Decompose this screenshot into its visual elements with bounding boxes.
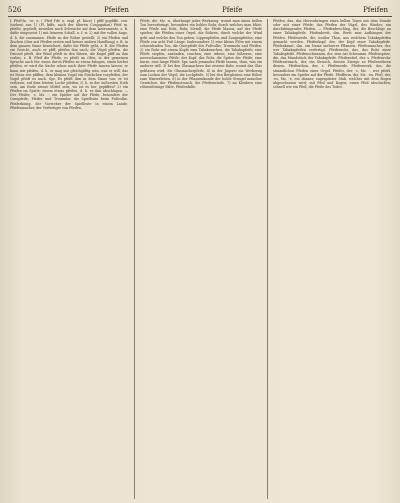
running-header [8, 4, 392, 16]
header-rule [8, 16, 392, 17]
text-column-1: l. Pfeif-fa, -ce, n. ( Pfeif f'de u. engl. pl. Kurz) ( pfiff gopfiffe, von: (sieben) aus 1) (Pl. kiffe, nach der älteren Conjugation) Pfeif m. pfeifte, gepfeift; zuweilen auch Schwäche auf dem Instrumente, z. B. dafür eingesetzt 1) mit leiseren Schall, u. f. w. 2) mit der vollen Auge, d. h. die zusammen. Pfeife zu der Röhre gestellt, 2) ein Pfeifen und Zischen (dies mit Pfeifen ersten und keiner andern Handlung) z. B. in dem ganzen Sinne bezeichnet, dafür die Pfeife geht, z. B. der Pfeifen ein Gesicht, auch: er pfiff, pfeifen ihm nach; die Vögel pfeifen, die Drossel pfeift, der Wind pfeift in den Ritzen, die Kugel pfiff an ihm vorbei, z. B. Pfeif die Pfeife, es pfeift im Ofen; in der gemeinen Sprache auch für: einen durch Pfeifen zu etwas bringen, einen herbei pfeifen, er wird die Sache schon nach ihrer Pfeife tanzen lassen; er kann mir pfeifen, d. h. er mag mir gleichgültig sein, was er will; das ist Maus wie pfiffen; dem kleinen Vogel ein Stückchen vorpfeifen, der Vogel pfeift es nach. Spr. Es pfeift ihm in dem Sinne von: er ist verloren; auf dem letzten Loche pfeifen, d. h. in der äußersten Noth sein, am Ende seiner Mittel sein; wo ist es her gepfiffen? 2) ein Pfeifen im Spiele; einem etwas pfeifen, d. h. es ihm abschlagen. — Der Pfeifer, -s, Mz. -, ein Spieler auf der Pfeife, besonders der Querpfeife; Pfeifer und Trommler, die Spielleute beim Fußvolke. Pfeiferkönig, der Vorsteher der Spielleute in einem Lande. Pfeifenmacher, der Verfertiger von Pfeifen. [10, 19, 128, 110]
text-column-3: Pfeifen, das, das Hervorbringen eines hellen Tones mit dem Munde oder mit einer Pfeife; das Pfeifen der Vögel, des Windes; ein durchdringendes Pfeifen. — Pfeifenbeschlag, der, die Beschläge an einer Tabakspfeife. Pfeifenbrett, das, Brett zum Aufhängen der Pfeifen. Pfeifenerde, die, weißer Thon, aus welchem Tabakspfeifen gemacht werden. Pfeifenkopf, der, der Kopf einer Tabakspfeife. Pfeifenkraut, das, ein Name mehrerer Pflanzen. Pfeifenmacher, der, wer Tabakspfeifen verfertigt. Pfeifenrohr, das, das Rohr einer Tabakspfeife. Pfeifenschwamm, der, eine Art Schwamm. Pfeifenspitze, die, das Mundstück der Tabakspfeife. Pfeifenstiel, der, s. Pfeifenrohr. Pfeifenstrauch, der, ein Strauch, dessen Zweige zu Pfeifenröhren dienen. Pfeifenthon, der, s. Pfeifenerde. Pfeifenwerk, das, die sämmtlichen Pfeifen einer Orgel. Pfeifer, der, -s, Mz. -, wer pfeift, besonders ein Spieler auf der Pfeife. Pfeifferin, die, Mz. -en. Pfeil, der, -es, Mz. -e, ein dünner, zugespitzter Stab, welcher mit dem Bogen abgeschossen wird; mit Pfeil und Bogen; einen Pfeil abschießen; schnell wie ein Pfeil; die Pfeile des Todes. [273, 19, 391, 89]
page-number: 526 [8, 6, 22, 14]
running-head-right: Pfeifen [363, 6, 388, 14]
running-head-center: Pfeife [222, 6, 243, 14]
running-head-left: Pfeifen [104, 6, 129, 14]
column-divider [267, 19, 268, 499]
column-divider [134, 19, 135, 499]
text-column-2: Pfeife, die, Mz. -n, überhaupt jedes Werkzeug, womit man einen hellen Ton hervorbringt, besonders ein hohles Rohr, durch welches man bläst; eine Pfeife aus Holz, Rohr, Metall; die Pfeife blasen; auf der Pfeife spielen; die Pfeifen einer Orgel, die Röhren, durch welche der Wind geht und welche den Ton geben; Lippenpfeifen und Zungenpfeifen; eine Pfeife von acht Fuß Länge. Insbesondere 1) eine kleine Flöte mit einem schneidenden Ton, die Querpfeife des Fußvolks; Trommeln und Pfeifen. 2) ein Rohr mit einem Kopfe zum Tabakrauchen, die Tabakspfeife; eine Pfeife stopfen, anzünden, rauchen; eine irdene, eine hölzerne, eine meerschaumene Pfeife; der Kopf, das Rohr, die Spitze der Pfeife; eine kurze, eine lange Pfeife. Spr. nach jemandes Pfeife tanzen, thun, was ein anderer will. 3) bei den Glasmachern das eiserne Rohr, womit das Glas geblasen wird, die Glasmacherpfeife. 4) in der Jägerei ein Werkzeug zum Locken der Vögel, die Lockpfeife. 5) bei den Bergleuten eine Röhre zum Wasserleiten. 6) in der Pflanzenkunde der hohle Stengel mancher Gewächse, der Pfeifenstrauch, die Pfeifenwinde. 7) an Kleidern eine röhrenförmige Falte, Pfeifenfalte. [140, 19, 262, 89]
